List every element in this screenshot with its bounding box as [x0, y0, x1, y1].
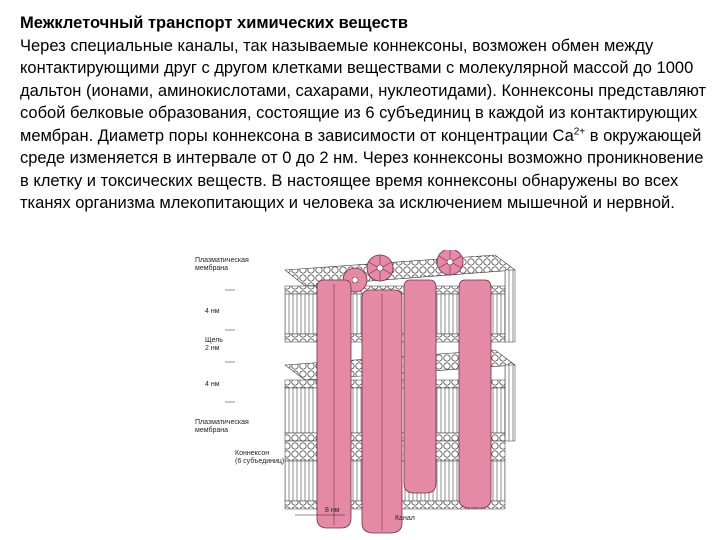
label-plasma-membrane-top-2: мембрана — [195, 265, 228, 272]
label-connexon-1: Коннексон — [235, 450, 270, 457]
label-gap-2: 2 нм — [205, 345, 220, 352]
body-text-part1: Через специальные каналы, так называемые коннексоны, возможен обмен между контактирующими друг с другом клетками веществами с молекулярной массой до 1000 дальтон (ионами, аминокислотами, сахарами, нуклеотидами). Коннексоны представляют собой белковые образования, состоящие из 6 субъединиц в каждой из контактирующих мембран. Диаметр поры коннексона в зависимости от концентрации Са — [20, 36, 707, 145]
label-4nm-bottom: 4 нм — [205, 381, 220, 388]
label-plasma-membrane-bottom-2: мембрана — [195, 427, 228, 434]
calcium-charge-superscript: 2+ — [573, 126, 586, 137]
label-plasma-membrane-bottom-1: Плазматическая — [195, 419, 249, 426]
label-plasma-membrane-top-1: Плазматическая — [195, 257, 249, 264]
connexon-diagram — [195, 250, 520, 540]
label-8nm: 8 нм — [325, 507, 340, 514]
label-4nm-top: 4 нм — [205, 308, 220, 315]
text-block — [20, 12, 710, 215]
page-title: Межклеточный транспорт химических веществ — [20, 14, 408, 32]
label-channel: Канал — [395, 515, 415, 522]
body-text-part2: в окружающей среде изменяется в интервале от 0 до 2 нм. Через коннексоны возможно проникновение в клетку и токсических веществ. В настоящее время коннексоны обнаружены во всех тканях организма млекопитающих и человека за исключением мышечной и нервной. — [20, 126, 704, 212]
connexon-diagram-svg — [195, 250, 520, 540]
label-connexon-2: (6 субъединиц) — [235, 458, 285, 465]
label-gap-1: Щель — [205, 337, 223, 344]
body-paragraph — [20, 35, 710, 215]
